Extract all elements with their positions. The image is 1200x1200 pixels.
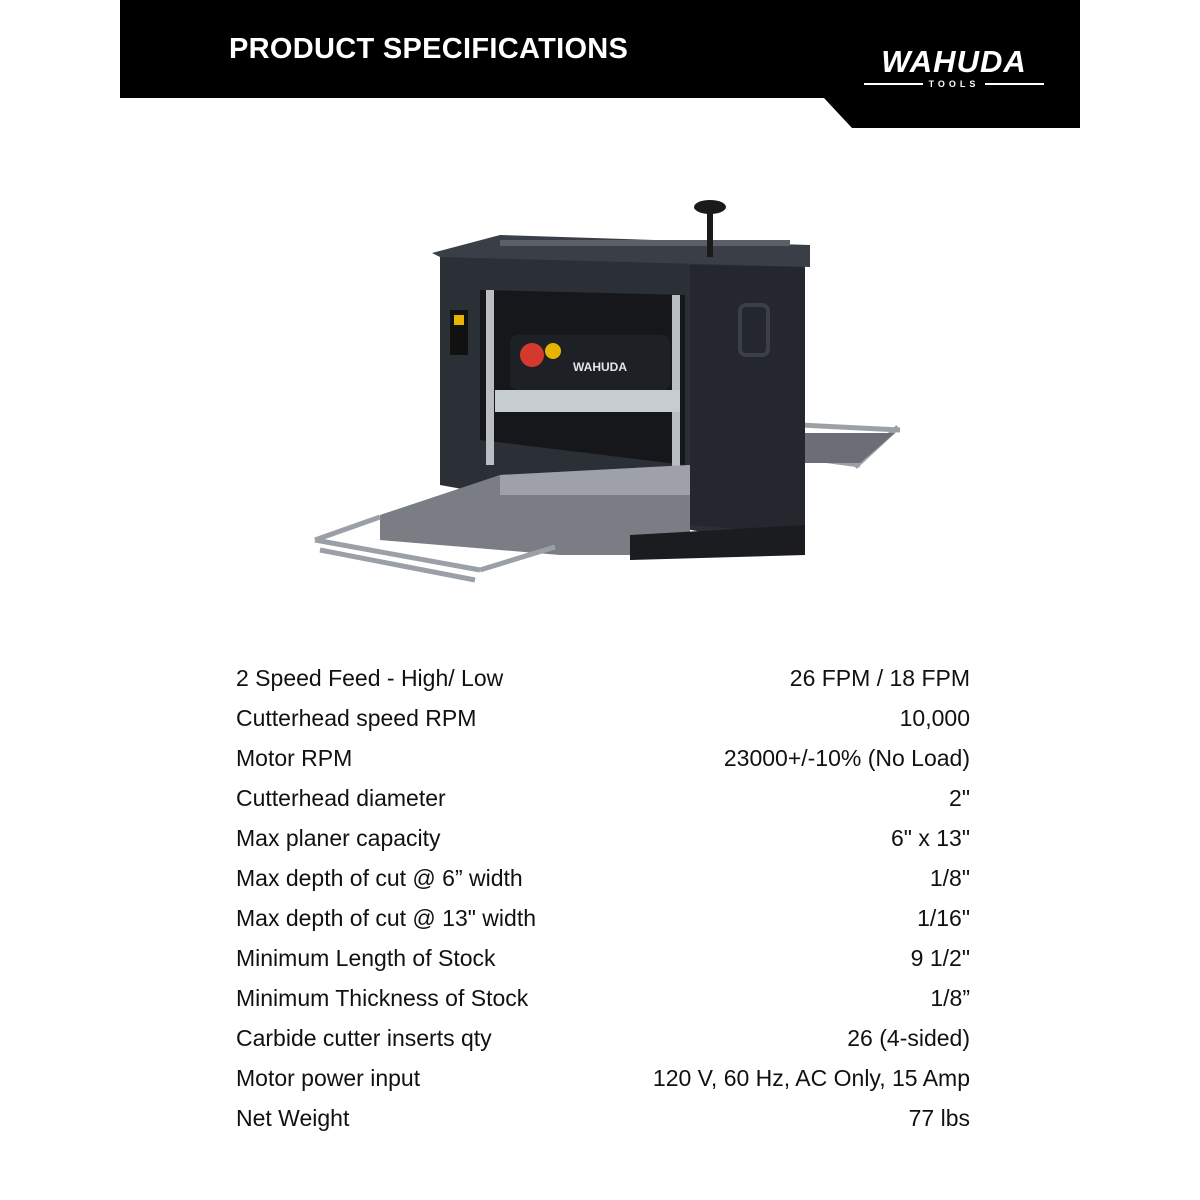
spec-row	[236, 858, 970, 898]
spec-row	[236, 738, 970, 778]
spec-label: Cutterhead speed RPM	[236, 704, 477, 731]
spec-label: Cutterhead diameter	[236, 784, 446, 811]
spec-label: Max planer capacity	[236, 824, 441, 851]
thickness-planer-image	[300, 195, 920, 595]
spec-row	[236, 938, 970, 978]
power-switch	[454, 315, 464, 325]
spec-label: Minimum Thickness of Stock	[236, 984, 529, 1011]
spec-row	[236, 658, 970, 698]
spec-row	[236, 778, 970, 818]
spec-value: 1/8"	[929, 864, 970, 891]
brand-logo	[864, 46, 1044, 92]
motor-label: WAHUDA	[573, 360, 627, 374]
spec-label: Motor RPM	[236, 744, 353, 771]
motor-cap-yellow	[545, 343, 561, 359]
spec-row	[236, 978, 970, 1018]
spec-value: 1/8”	[930, 984, 970, 1011]
spec-value: 77 lbs	[908, 1104, 970, 1131]
carriage	[495, 390, 680, 412]
spec-row	[236, 818, 970, 858]
spec-row	[236, 898, 970, 938]
spec-value: 26 (4-sided)	[847, 1024, 970, 1051]
spec-value: 10,000	[899, 704, 970, 731]
spec-label: 2 Speed Feed - High/ Low	[236, 664, 504, 691]
logo-wordmark: WAHUDA	[881, 44, 1027, 79]
motor-cap-red	[520, 343, 544, 367]
spec-row	[236, 1058, 970, 1098]
spec-label: Motor power input	[236, 1064, 421, 1091]
spec-row	[236, 698, 970, 738]
spec-value: 26 FPM / 18 FPM	[789, 664, 970, 691]
spec-value: 9 1/2"	[910, 944, 970, 971]
page-title: PRODUCT SPECIFICATIONS	[229, 33, 629, 65]
spec-label: Net Weight	[236, 1104, 350, 1131]
spec-row	[236, 1098, 970, 1138]
spec-label: Minimum Length of Stock	[236, 944, 496, 971]
spec-label: Max depth of cut @ 6” width	[236, 864, 523, 891]
header-banner	[120, 0, 1080, 128]
spec-value: 23000+/-10% (No Load)	[723, 744, 970, 771]
spec-value: 2"	[949, 784, 970, 811]
spec-row	[236, 1018, 970, 1058]
spec-label: Carbide cutter inserts qty	[236, 1024, 492, 1051]
depth-crank-knob	[694, 200, 726, 214]
spec-table	[236, 658, 970, 1138]
spec-value: 6" x 13"	[891, 824, 970, 851]
spec-value: 1/16"	[917, 904, 970, 931]
spec-value: 120 V, 60 Hz, AC Only, 15 Amp	[652, 1064, 970, 1091]
logo-subtitle: TOOLS	[928, 79, 980, 89]
spec-label: Max depth of cut @ 13" width	[236, 904, 536, 931]
